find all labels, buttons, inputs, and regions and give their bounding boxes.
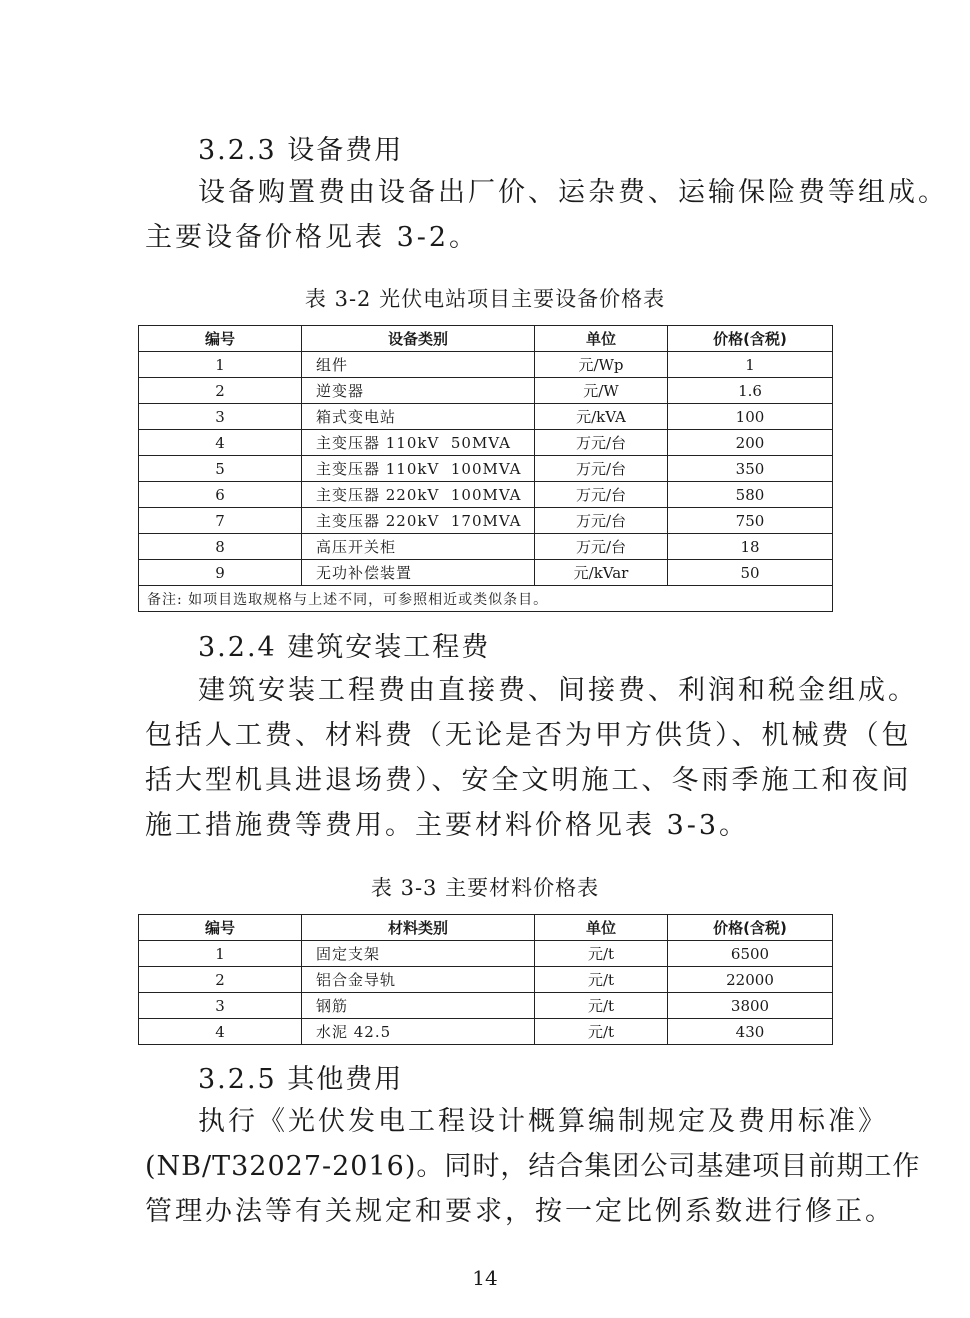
table-cell: 逆变器: [302, 378, 535, 404]
table-cell: 6500: [668, 941, 833, 967]
table-cell: 元/kVA: [535, 404, 668, 430]
table-cell: 200: [668, 430, 833, 456]
section-heading-3-2-4: 3.2.4 建筑安装工程费: [198, 632, 491, 663]
table-cell: 100: [668, 404, 833, 430]
table-cell: 箱式变电站: [302, 404, 535, 430]
table-cell: 5: [139, 456, 302, 482]
table-cell: 钢筋: [302, 993, 535, 1019]
header-cell: 单位: [535, 915, 668, 941]
table-cell: 元/t: [535, 1019, 668, 1045]
table-cell: 铝合金导轨: [302, 967, 535, 993]
table-header-row: [139, 326, 833, 352]
table-cell: 2: [139, 967, 302, 993]
table-cell: 1: [139, 352, 302, 378]
table-cell: 7: [139, 508, 302, 534]
table-row: [139, 967, 833, 993]
table-cell: 万元/台: [535, 534, 668, 560]
paragraph-line: 施工措施费等费用。主要材料价格见表 3-3。: [145, 810, 750, 841]
table-caption-3-3: 表 3-3 主要材料价格表: [370, 876, 600, 900]
header-cell: 价格(含税): [668, 915, 833, 941]
table-cell: 4: [139, 1019, 302, 1045]
table-cell: 元/t: [535, 941, 668, 967]
table-cell: 元/t: [535, 993, 668, 1019]
paragraph-line: 包括人工费、材料费（无论是否为甲方供货）、机械费（包: [145, 720, 912, 751]
header-cell: 价格(含税): [668, 326, 833, 352]
table-cell: 6: [139, 482, 302, 508]
table-cell: 350: [668, 456, 833, 482]
table-note: 备注: 如项目选取规格与上述不同，可参照相近或类似条目。: [139, 586, 833, 612]
paragraph-line: 括大型机具进退场费）、安全文明施工、冬雨季施工和夜间: [145, 765, 912, 796]
table-cell: 元/Wp: [535, 352, 668, 378]
table-cell: 22000: [668, 967, 833, 993]
table-cell: 元/W: [535, 378, 668, 404]
material-price-table: [138, 914, 833, 1045]
table-cell: 万元/台: [535, 456, 668, 482]
table-cell: 4: [139, 430, 302, 456]
table-row: [139, 404, 833, 430]
table-row: [139, 534, 833, 560]
table-row: [139, 352, 833, 378]
table-header-row: [139, 915, 833, 941]
table-cell: 固定支架: [302, 941, 535, 967]
page-number: 14: [472, 1266, 498, 1290]
table-row: [139, 482, 833, 508]
table-cell: 750: [668, 508, 833, 534]
table-caption-3-2: 表 3-2 光伏电站项目主要设备价格表: [304, 287, 666, 311]
table-row: [139, 941, 833, 967]
table-cell: 3: [139, 993, 302, 1019]
header-cell: 设备类别: [302, 326, 535, 352]
table-row: [139, 993, 833, 1019]
table-cell: 主变压器 110kV 50MVA: [302, 430, 535, 456]
table-cell: 2: [139, 378, 302, 404]
table-cell: 1: [139, 941, 302, 967]
header-cell: 单位: [535, 326, 668, 352]
table-cell: 万元/台: [535, 482, 668, 508]
table-cell: 元/kVar: [535, 560, 668, 586]
table-cell: 水泥 42.5: [302, 1019, 535, 1045]
table-row: [139, 430, 833, 456]
paragraph-line: 设备购置费由设备出厂价、运杂费、运输保险费等组成。: [198, 177, 948, 208]
table-cell: 高压开关柜: [302, 534, 535, 560]
table-note-row: [139, 586, 833, 612]
table-cell: 万元/台: [535, 430, 668, 456]
paragraph-line: 建筑安装工程费由直接费、间接费、利润和税金组成。: [198, 675, 918, 706]
table-cell: 9: [139, 560, 302, 586]
paragraph-line: 主要设备价格见表 3-2。: [145, 222, 480, 253]
table-row: [139, 560, 833, 586]
table-cell: 3: [139, 404, 302, 430]
table-cell: 主变压器 220kV 170MVA: [302, 508, 535, 534]
section-heading-3-2-3: 3.2.3 设备费用: [198, 135, 404, 166]
table-cell: 3800: [668, 993, 833, 1019]
table-cell: 1.6: [668, 378, 833, 404]
equipment-price-table: [138, 325, 833, 612]
section-heading-3-2-5: 3.2.5 其他费用: [198, 1064, 404, 1095]
table-cell: 万元/台: [535, 508, 668, 534]
header-cell: 编号: [139, 915, 302, 941]
table-cell: 组件: [302, 352, 535, 378]
paragraph-line: (NB/T32027-2016)。同时，结合集团公司基建项目前期工作: [145, 1151, 921, 1182]
table-cell: 主变压器 220kV 100MVA: [302, 482, 535, 508]
table-cell: 1: [668, 352, 833, 378]
table-cell: 580: [668, 482, 833, 508]
table-row: [139, 378, 833, 404]
paragraph-line: 管理办法等有关规定和要求，按一定比例系数进行修正。: [145, 1196, 895, 1227]
table-cell: 8: [139, 534, 302, 560]
header-cell: 编号: [139, 326, 302, 352]
table-cell: 主变压器 110kV 100MVA: [302, 456, 535, 482]
table-cell: 50: [668, 560, 833, 586]
table-cell: 18: [668, 534, 833, 560]
table-row: [139, 456, 833, 482]
table-row: [139, 1019, 833, 1045]
table-row: [139, 508, 833, 534]
header-cell: 材料类别: [302, 915, 535, 941]
table-cell: 430: [668, 1019, 833, 1045]
table-cell: 无功补偿装置: [302, 560, 535, 586]
table-cell: 元/t: [535, 967, 668, 993]
paragraph-line: 执行《光伏发电工程设计概算编制规定及费用标准》: [198, 1106, 888, 1137]
